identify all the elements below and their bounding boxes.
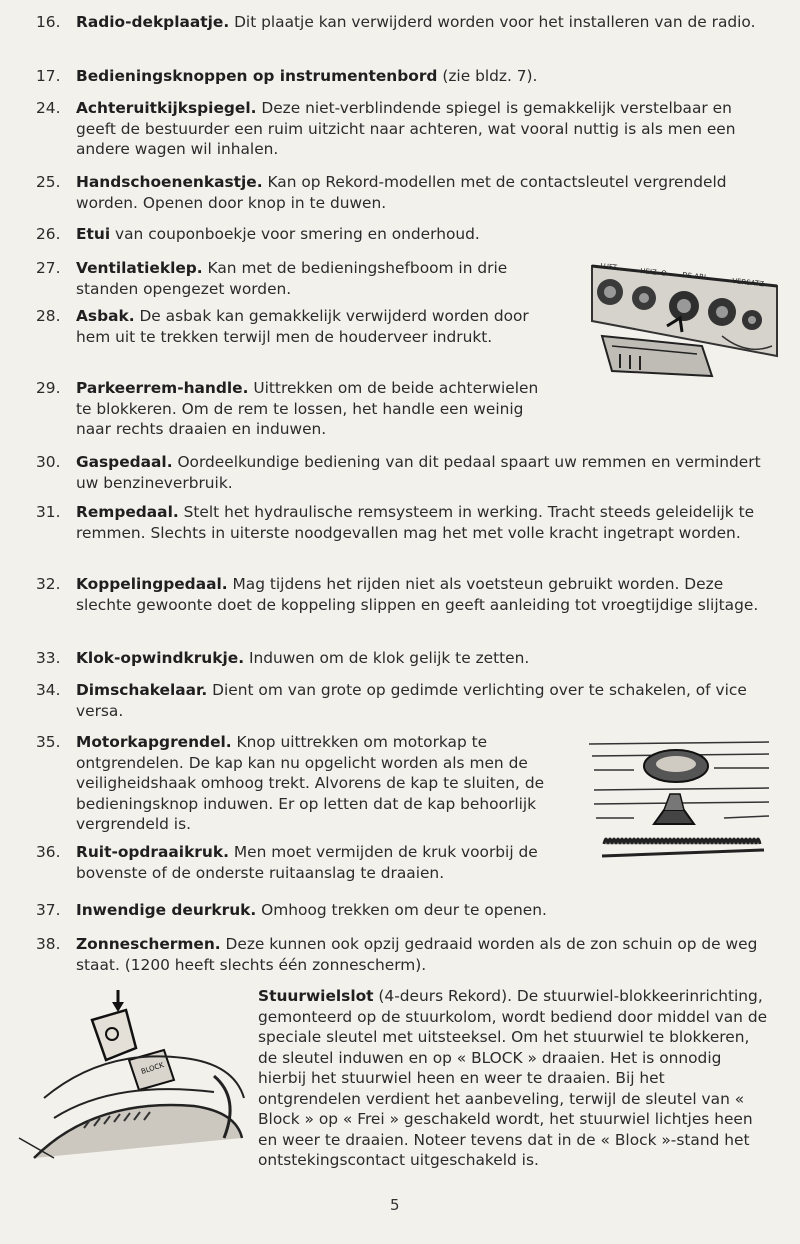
item-term: Handschoenenkastje.	[76, 173, 263, 191]
dashboard-label: VERSATZ	[731, 277, 765, 289]
list-item	[36, 98, 776, 160]
list-item	[36, 306, 546, 368]
item-text: Deze kunnen ook opzij gedraaid worden als de zon schuin op de weg staat. (1200 heeft slechts één zonnescherm).	[76, 935, 758, 974]
item-number: 35.	[36, 733, 61, 751]
item-number: 26.	[36, 225, 61, 243]
list-item	[36, 574, 776, 636]
item-text: Men moet vermijden de kruk voorbij de bovenste of de onderste ruitaanslag te draaien.	[76, 843, 538, 882]
item-text: Kan op Rekord-modellen met de contactsleutel vergrendeld worden. Openen door knop in te duwen.	[76, 173, 727, 212]
item-term: Gaspedaal.	[76, 453, 173, 471]
list-item	[36, 172, 776, 214]
steering-lock-paragraph	[258, 986, 772, 1171]
list-item	[36, 452, 776, 494]
item-text: Knop uittrekken om motorkap te ontgrendelen. De kap kan nu opgelicht worden als men de veiligheidshaak omhoog trekt. Alvorens de kap te sluiten, de bedieningsknop induwen. Er op letten dat de kap behoorlijk vergrendeld is.	[76, 733, 545, 833]
dashboard-label: HEIZ. O	[639, 267, 667, 278]
item-number: 27.	[36, 259, 61, 277]
list-item	[36, 732, 556, 836]
item-number: 29.	[36, 379, 61, 397]
list-item	[36, 12, 776, 54]
list-item	[36, 934, 776, 976]
item-term: Rempedaal.	[76, 503, 179, 521]
item-number: 16.	[36, 13, 61, 31]
list-item	[36, 680, 776, 722]
item-term: Etui	[76, 225, 111, 243]
item-term: Achteruitkijkspiegel.	[76, 99, 257, 117]
item-text: Mag tijdens het rijden niet als voetsteun gebruikt worden. Deze slechte gewoonte doet de koppeling slippen en geeft aanleiding tot vroegtijdige slijtage.	[76, 575, 759, 614]
item-term: Asbak.	[76, 307, 135, 325]
item-text: van couponboekje voor smering en onderhoud.	[110, 225, 480, 243]
item-number: 28.	[36, 307, 61, 325]
item-text: Omhoog trekken om deur te openen.	[256, 901, 547, 919]
item-text: De asbak kan gemakkelijk verwijderd worden door hem uit te trekken terwijl men de houderveer indrukt.	[76, 307, 529, 346]
item-number: 36.	[36, 843, 61, 861]
item-text: Dit plaatje kan verwijderd worden voor het installeren van de radio.	[229, 13, 756, 31]
item-term: Inwendige deurkruk.	[76, 901, 257, 919]
item-term: Ruit-opdraaikruk.	[76, 843, 229, 861]
item-number: 34.	[36, 681, 61, 699]
item-number: 32.	[36, 575, 61, 593]
item-term: Ventilatieklep.	[76, 259, 203, 277]
item-text: Dient om van grote op gedimde verlichting over te schakelen, of vice versa.	[76, 681, 747, 720]
item-text: Stelt het hydraulische remsysteem in werking. Tracht steeds geleidelijk te remmen. Slechts in uiterste noodgevallen mag het met volle kracht ingetrapt worden.	[76, 503, 755, 542]
item-text: Uittrekken om de beide achterwielen te blokkeren. Om de rem te lossen, het handle een weinig naar rechts draaien en induwen.	[76, 379, 539, 438]
item-text: (zie bldz. 7).	[437, 67, 538, 85]
item-term: Dimschakelaar.	[76, 681, 208, 699]
dashboard-ashtray-illustration	[572, 246, 782, 396]
item-number: 17.	[36, 67, 61, 85]
item-number: 38.	[36, 935, 61, 953]
dashboard-label: LUFT	[599, 262, 618, 272]
list-item	[36, 224, 776, 246]
list-item	[36, 648, 776, 670]
item-text: Kan met de bedieningshefboom in drie standen opengezet worden.	[76, 259, 508, 298]
item-number: 33.	[36, 649, 61, 667]
item-number: 24.	[36, 99, 61, 117]
steering-lock-term: Stuurwielslot	[258, 987, 374, 1005]
item-number: 31.	[36, 503, 61, 521]
item-term: Motorkapgrendel.	[76, 733, 232, 751]
steering-lock-text: (4-deurs Rekord). De stuurwiel-blokkeerinrichting, gemonteerd op de stuurkolom, wordt bediend door middel van de speciale sleutel met uitsteeksel. Om het stuurwiel te blokkeren, de sleutel induwen en op « BLOCK » draaien. Het is onnodig hierbij het stuurwiel heen en weer te draaien. Bij het ontgrendelen verdient het aanbeveling, terwijl de sleutel van « Block » op « Frei » geschakeld wordt, het stuurwiel lichtjes heen en weer te draaien. Noteer tevens dat in de « Block »-stand het ontstekingscontact uitgeschakeld is.	[258, 987, 768, 1169]
list-item	[36, 900, 776, 922]
list-item	[36, 378, 546, 440]
list-item	[36, 66, 776, 88]
item-term: Bedieningsknoppen op instrumentenbord	[76, 67, 438, 85]
item-number: 30.	[36, 453, 61, 471]
item-term: Klok-opwindkrukje.	[76, 649, 245, 667]
item-term: Koppelingpedaal.	[76, 575, 228, 593]
list-item	[36, 842, 556, 884]
item-term: Zonneschermen.	[76, 935, 221, 953]
lock-label: BLOCK	[140, 1061, 165, 1076]
item-text: Induwen om de klok gelijk te zetten.	[244, 649, 530, 667]
page-number: 5	[390, 1196, 400, 1214]
steering-lock-illustration	[14, 988, 246, 1170]
dashboard-label: DE ARL	[681, 271, 709, 282]
list-item	[36, 502, 776, 564]
item-term: Radio-dekplaatje.	[76, 13, 230, 31]
item-text: Oordeelkundige bediening van dit pedaal spaart uw remmen en vermindert uw benzineverbruik.	[76, 453, 761, 492]
item-term: Parkeerrem-handle.	[76, 379, 249, 397]
list-item	[36, 258, 546, 300]
item-number: 25.	[36, 173, 61, 191]
item-number: 37.	[36, 901, 61, 919]
item-text: Deze niet-verblindende spiegel is gemakkelijk verstelbaar en geeft de bestuurder een ruim uitzicht naar achteren, wat vooral nuttig is als men een andere wagen wil inhalen.	[76, 99, 736, 158]
bonnet-catch-illustration	[584, 734, 774, 874]
